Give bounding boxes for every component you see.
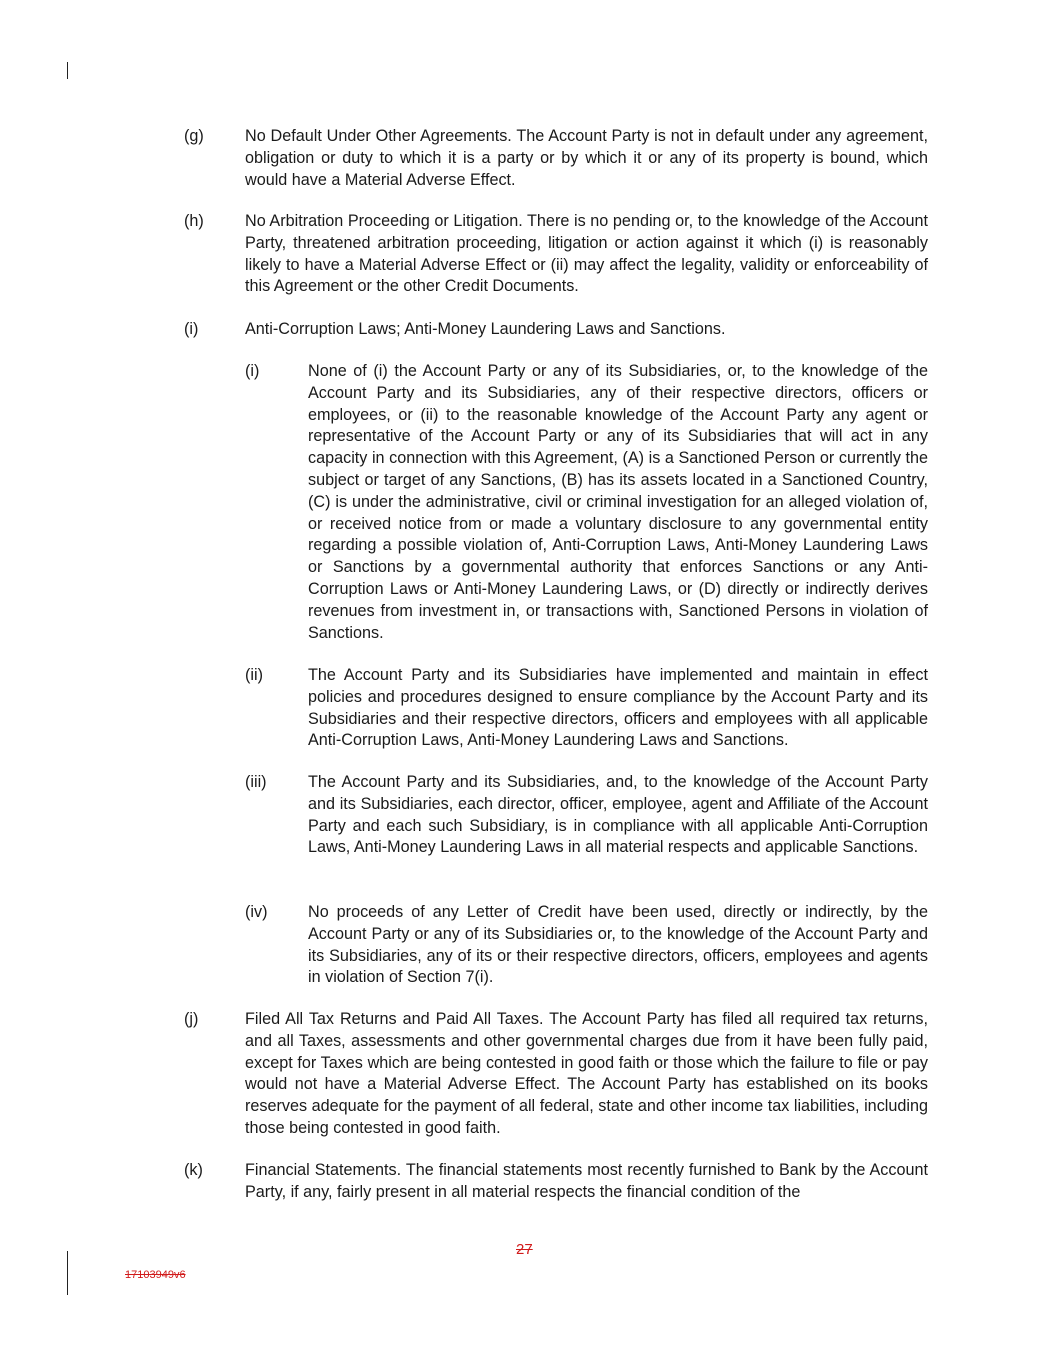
subsection-i-1: None of (i) the Account Party or any of its Subsidiaries, or, to the knowledge of the Account Party and its Subsidiaries, any of their respective directors, officers or employees, or (ii) to the reasonable knowledge of the Account Party any agent or representative of the Account Party or any of its Subsidiaries that will act in any capacity in connection with this Agreement, (A) is a Sanctioned Person or currently the subject or target of any Sanctions, (B) has its assets located in a Sanctioned Country, (C) is under the administrative, civil or criminal investigation for an alleged violation of, or received notice from or made a voluntary disclosure to any governmental entity regarding a possible violation of, Anti-Corruption Laws, Anti-Money Laundering Laws or Sanctions by a governmental authority that enforces Sanctions or any Anti-Corruption Laws or Anti-Money Laundering Laws, or (D) directly or indirectly derives revenues from investment in, or transactions with, Sanctioned Persons in violation of Sanctions. bbox=[308, 362, 928, 642]
subsection-i-3: The Account Party and its Subsidiaries, and, to the knowledge of the Account Party and its Subsidiaries, each director, officer, employee, agent and Affiliate of the Account Party and each such Subsidiary, is in compliance with all applicable Anti-Corruption Laws, Anti-Money Laundering Laws in all material respects and applicable Sanctions. bbox=[308, 773, 928, 857]
change-bar-top bbox=[67, 62, 68, 79]
section-label-g: (g) bbox=[184, 127, 204, 145]
change-bar-bottom bbox=[67, 1251, 68, 1295]
document-id: 17103949v6 bbox=[125, 1269, 186, 1281]
section-body-g: The Account Party is not in default under any agreement, obligation or duty to which it is a party or by which it or any of its property is bound, which would have a Material Adverse Effect. bbox=[245, 127, 928, 189]
section-heading-j: Filed All Tax Returns and Paid All Taxes. bbox=[245, 1010, 544, 1028]
section-heading-k: Financial Statements. bbox=[245, 1161, 402, 1179]
section-heading-g: No Default Under Other Agreements. bbox=[245, 127, 512, 145]
section-heading-h: No Arbitration Proceeding or Litigation. bbox=[245, 212, 523, 230]
section-label-k: (k) bbox=[184, 1161, 203, 1179]
subsection-label-i-4: (iv) bbox=[245, 903, 268, 921]
section-label-h: (h) bbox=[184, 212, 204, 230]
section-h bbox=[245, 211, 928, 298]
section-label-i: (i) bbox=[184, 320, 199, 338]
section-body-k: The financial statements most recently furnished to Bank by the Account Party, if any, fairly present in all material respects the financial condition of the bbox=[245, 1161, 928, 1201]
section-body-j: The Account Party has filed all required tax returns, and all Taxes, assessments and other governmental charges due from it have been fully paid, except for Taxes which are being contested in good faith or those which the failure to file or pay would not have a Material Adverse Effect. The Account Party has established on its books reserves adequate for the payment of all federal, state and other income tax liabilities, including those being contested in good faith. bbox=[245, 1010, 929, 1137]
subsection-i-2: The Account Party and its Subsidiaries have implemented and maintain in effect policies and procedures designed to ensure compliance by the Account Party and its Subsidiaries and their respective directors, officers and employees with all applicable Anti-Corruption Laws, Anti-Money Laundering Laws and Sanctions. bbox=[308, 666, 928, 750]
subsection-label-i-3: (iii) bbox=[245, 773, 267, 791]
section-k bbox=[245, 1160, 928, 1204]
subsection-label-i-1: (i) bbox=[245, 362, 260, 380]
section-heading-i: Anti-Corruption Laws; Anti-Money Laundering Laws and Sanctions. bbox=[245, 320, 726, 338]
section-g bbox=[245, 126, 928, 191]
section-label-j: (j) bbox=[184, 1010, 199, 1028]
subsection-i-4: No proceeds of any Letter of Credit have been used, directly or indirectly, by the Account Party or any of its Subsidiaries or, to the knowledge of the Account Party and its Subsidiaries, any of its or their respective directors, officers, employees and agents in violation of Section 7(i). bbox=[308, 903, 928, 987]
page-number: 27 bbox=[516, 1241, 533, 1258]
subsection-label-i-2: (ii) bbox=[245, 666, 263, 684]
section-j bbox=[245, 1009, 928, 1140]
section-body-h: There is no pending or, to the knowledge of the Account Party, threatened arbitration proceeding, litigation or action against it which (i) is reasonably likely to have a Material Adverse Effect or (ii) may affect the legality, validity or enforceability of this Agreement or the other Credit Documents. bbox=[245, 212, 928, 296]
